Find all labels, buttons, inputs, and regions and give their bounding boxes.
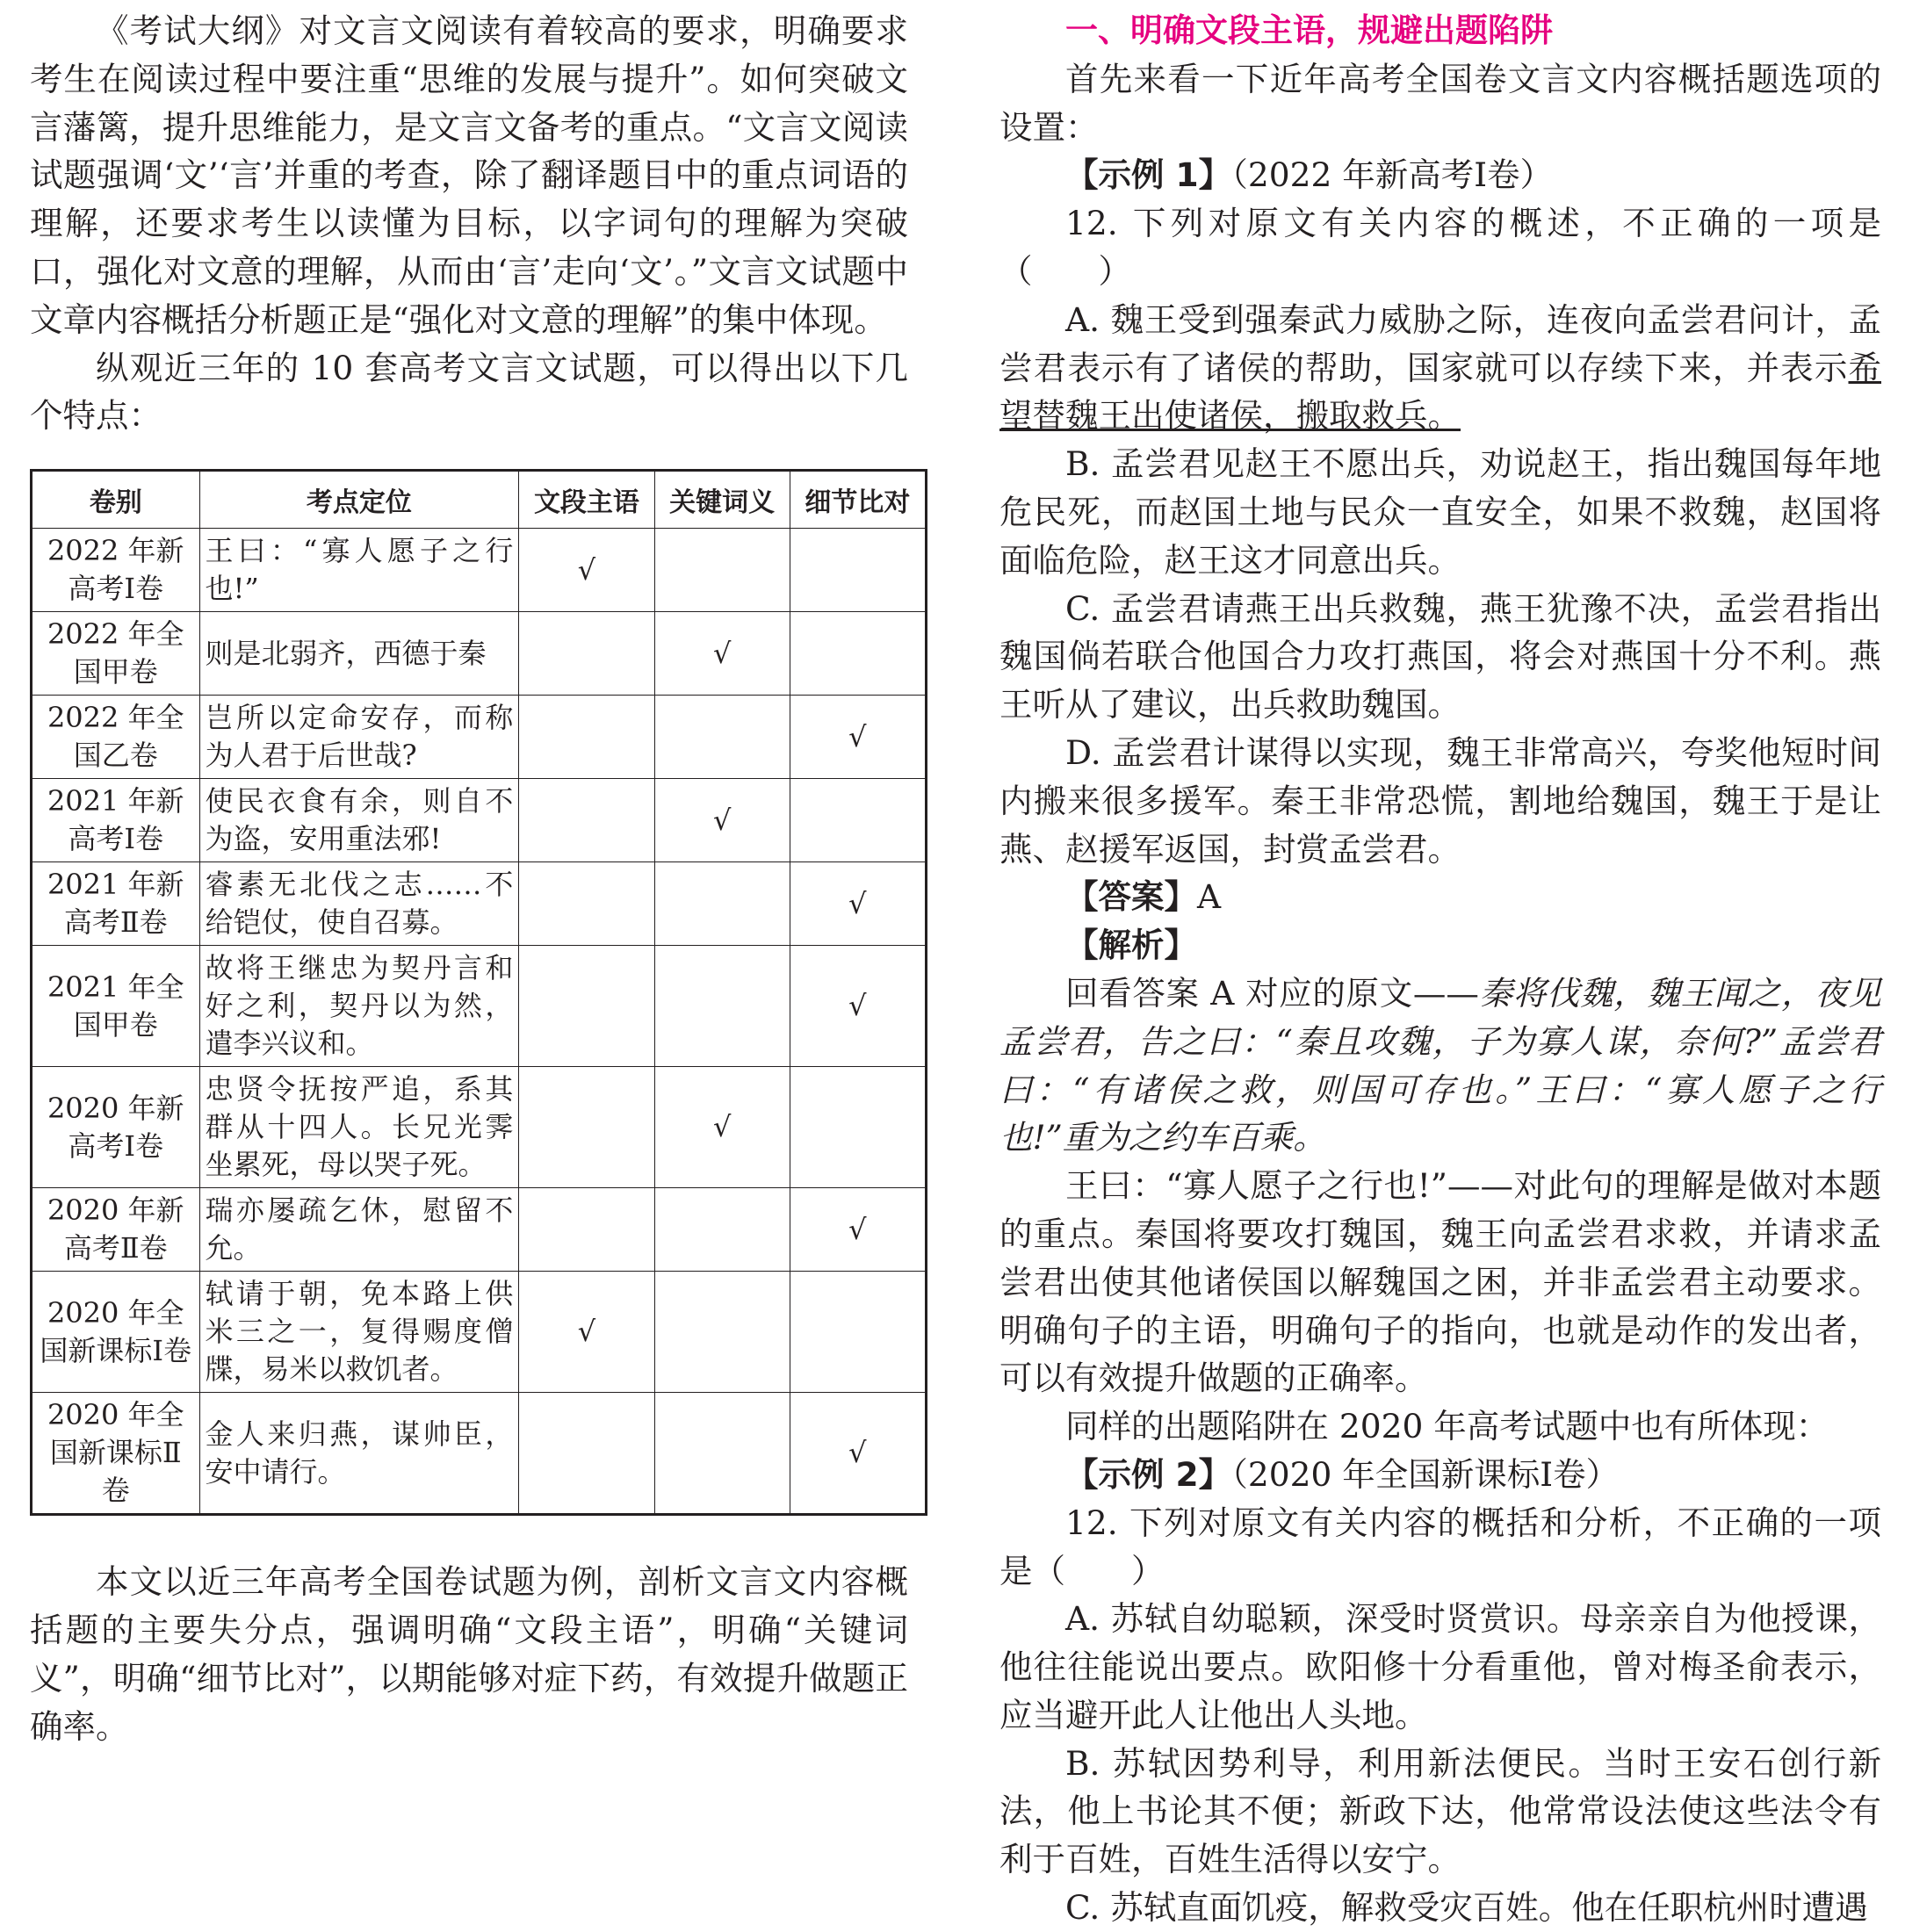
row-point: 则是北弱齐，西德于秦 <box>199 612 519 696</box>
row-point: 故将王继忠为契丹言和好之利，契丹以为然，遣李兴议和。 <box>199 946 519 1067</box>
analysis-paragraph-1 <box>999 970 1881 1162</box>
row-point: 睿素无北伐之志……不给铠仗，使自召募。 <box>199 862 519 946</box>
row-volume: 2022 年全国甲卷 <box>32 612 200 696</box>
question-1-option-d: D. 孟尝君计谋得以实现，魏王非常高兴，夸奖他短时间内搬来很多援军。秦王非常恐慌，割地给魏国，魏王于是让燕、赵援军返国，封赏孟尝君。 <box>999 732 1881 869</box>
question-1-option-b: B. 孟尝君见赵王不愿出兵，劝说赵王，指出魏国每年地危民死，而赵国土地与民众一直安全，如果不救魏，赵国将面临危险，赵王这才同意出兵。 <box>999 444 1881 580</box>
table-header-row <box>32 471 927 529</box>
check-mark: √ <box>790 696 926 779</box>
row-volume: 2022 年全国乙卷 <box>32 696 200 779</box>
row-point: 岂所以定命安存，而称为人君于后世哉? <box>199 696 519 779</box>
analysis-tag: 【解析】 <box>1065 926 1197 965</box>
table-row <box>32 946 927 1067</box>
header-volume: 卷别 <box>32 471 200 529</box>
empty-cell <box>654 946 790 1067</box>
row-volume: 2022 年新高考Ⅰ卷 <box>32 529 200 612</box>
row-volume: 2021 年新高考Ⅱ卷 <box>32 862 200 946</box>
empty-cell <box>519 946 654 1067</box>
row-volume: 2020 年新高考Ⅰ卷 <box>32 1067 200 1188</box>
row-point: 金人来归燕，谋帅臣，安中请行。 <box>199 1393 519 1515</box>
question-1-stem: 12. 下列对原文有关内容的概述，不正确的一项是（ ） <box>999 204 1881 291</box>
empty-cell <box>519 1067 654 1188</box>
empty-cell <box>790 1067 926 1188</box>
example-2-title <box>999 1451 1881 1499</box>
empty-cell <box>654 1188 790 1272</box>
header-keyword: 关键词义 <box>654 471 790 529</box>
question-2-option-a: A. 苏轼自幼聪颖，深受时贤赏识。母亲亲自为他授课，他往往能说出要点。欧阳修十分看重他，曾对梅圣俞表示，应当避开此人让他出人头地。 <box>999 1599 1881 1734</box>
row-volume: 2020 年全国新课标Ⅱ卷 <box>32 1393 200 1515</box>
check-mark: √ <box>790 1393 926 1515</box>
answer-tag: 【答案】 <box>1065 877 1197 917</box>
conclusion-paragraph: 本文以近三年高考全国卷试题为例，剖析文言文内容概括题的主要失分点，强调明确“文段主语”，明确“关键词义”，明确“细节比对”，以期能够对症下药，有效提升做题正确率。 <box>30 1562 908 1746</box>
example-2-tag: 【示例 2】 <box>1065 1454 1232 1494</box>
empty-cell <box>519 779 654 862</box>
empty-cell <box>519 1188 654 1272</box>
empty-cell <box>790 1272 926 1393</box>
check-mark: √ <box>790 1188 926 1272</box>
check-mark: √ <box>654 612 790 696</box>
question-1-option-c: C. 孟尝君请燕王出兵救魏，燕王犹豫不决，孟尝君指出魏国倘若联合他国合力攻打燕国，将会对燕国十分不利。燕王听从了建议，出兵救助魏国。 <box>999 588 1881 724</box>
analysis-quote: 秦将伐魏，魏王闻之，夜见孟尝君，告之曰：“秦且攻魏，子为寡人谋，奈何?”孟尝君曰：“有诸侯之救，则国可存也。”王曰：“寡人愿子之行也!”重为之约车百乘。 <box>999 973 1882 1157</box>
answer-line <box>999 873 1881 921</box>
empty-cell <box>519 862 654 946</box>
question-2-option-c: C. 苏轼直面饥疫，解救受灾百姓。他在任职杭州时遭遇 <box>1065 1888 1868 1928</box>
section-heading: 一、明确文段主语，规避出题陷阱 <box>1065 11 1553 49</box>
check-mark: √ <box>790 946 926 1067</box>
empty-cell <box>790 779 926 862</box>
table-row <box>32 862 927 946</box>
check-mark: √ <box>519 529 654 612</box>
intro-paragraph-right: 首先来看一下近年高考全国卷文言文内容概括题选项的设置： <box>999 59 1881 147</box>
table-row <box>32 529 927 612</box>
exam-point-table <box>30 469 927 1516</box>
row-volume: 2021 年全国甲卷 <box>32 946 200 1067</box>
row-volume: 2020 年全国新课标Ⅰ卷 <box>32 1272 200 1393</box>
empty-cell <box>654 696 790 779</box>
intro-paragraph: 《考试大纲》对文言文阅读有着较高的要求，明确要求考生在阅读过程中要注重“思维的发展与提升”。如何突破文言藩篱，提升思维能力，是文言文备考的重点。“文言文阅读试题强调‘文’‘言’并重的考查，除了翻译题目中的重点词语的理解，还要求考生以读懂为目标，以字词句的理解为突破口，强化对文意的理解，从而由‘言’走向‘文’。”文言文试题中文章内容概括分析题正是“强化对文意的理解”的集中体现。 <box>30 11 908 339</box>
table-row <box>32 1188 927 1272</box>
analysis-lead: 回看答案 A 对应的原文—— <box>1065 973 1479 1013</box>
empty-cell <box>519 612 654 696</box>
header-subject: 文段主语 <box>519 471 654 529</box>
empty-cell <box>519 1393 654 1515</box>
table-row <box>32 1393 927 1515</box>
check-mark: √ <box>519 1272 654 1393</box>
row-point: 瑞亦屡疏乞休，慰留不允。 <box>199 1188 519 1272</box>
row-point: 王曰：“寡人愿子之行也!” <box>199 529 519 612</box>
answer-value: A <box>1197 877 1222 917</box>
row-volume: 2020 年新高考Ⅱ卷 <box>32 1188 200 1272</box>
header-point: 考点定位 <box>199 471 519 529</box>
question-1-option-a <box>999 296 1881 440</box>
empty-cell <box>654 1393 790 1515</box>
table-row <box>32 1067 927 1188</box>
example-1-source: （2022 年新高考Ⅰ卷） <box>1231 155 1554 195</box>
check-mark: √ <box>790 862 926 946</box>
row-volume: 2021 年新高考Ⅰ卷 <box>32 779 200 862</box>
table-row <box>32 779 927 862</box>
question-2-stem: 12. 下列对原文有关内容的概括和分析，不正确的一项是（ ） <box>999 1503 1881 1590</box>
empty-cell <box>654 529 790 612</box>
empty-cell <box>519 696 654 779</box>
empty-cell <box>654 862 790 946</box>
row-point: 使民衣食有余，则自不为盗，安用重法邪! <box>199 779 519 862</box>
left-column <box>30 7 911 1750</box>
empty-cell <box>654 1272 790 1393</box>
table-row <box>32 1272 927 1393</box>
check-mark: √ <box>654 1067 790 1188</box>
row-point: 忠贤令抚按严追，系其群从十四人。长兄光霁坐累死，母以哭子死。 <box>199 1067 519 1188</box>
option-a-underlined: 希望替魏王出使诸侯，搬取救兵。 <box>999 348 1881 436</box>
header-detail: 细节比对 <box>790 471 926 529</box>
example-1-title <box>999 151 1881 199</box>
option-a-text: A. 魏王受到强秦武力威胁之际，连夜向孟尝君问计，孟尝君表示有了诸侯的帮助，国家就可以存续下来，并表示 <box>999 299 1881 387</box>
question-2-option-b: B. 苏轼因势利导，利用新法便民。当时王安石创行新法，他上书论其不便；新政下达，他常常设法使这些法令有利于百姓，百姓生活得以安宁。 <box>999 1743 1881 1879</box>
same-trap-paragraph: 同样的出题陷阱在 2020 年高考试题中也有所体现： <box>1065 1407 1829 1446</box>
analysis-paragraph-2: 王曰：“寡人愿子之行也!”——对此句的理解是做对本题的重点。秦国将要攻打魏国，魏王向孟尝君求救，并请求孟尝君出使其他诸侯国以解魏国之困，并非孟尝君主动要求。明确句子的主语，明确句子的指向，也就是动作的发出者，可以有效提升做题的正确率。 <box>999 1166 1881 1398</box>
example-2-source: （2020 年全国新课标Ⅰ卷） <box>1231 1454 1620 1494</box>
analysis-title <box>999 921 1881 970</box>
check-mark: √ <box>654 779 790 862</box>
table-row <box>32 696 927 779</box>
empty-cell <box>790 612 926 696</box>
empty-cell <box>790 529 926 612</box>
table-row <box>32 612 927 696</box>
right-column <box>999 7 1881 1932</box>
lead-paragraph: 纵观近三年的 10 套高考文言文试题，可以得出以下几个特点： <box>30 348 908 436</box>
example-1-tag: 【示例 1】 <box>1065 155 1232 195</box>
row-point: 轼请于朝，免本路上供米三之一，复得赐度僧牒，易米以救饥者。 <box>199 1272 519 1393</box>
